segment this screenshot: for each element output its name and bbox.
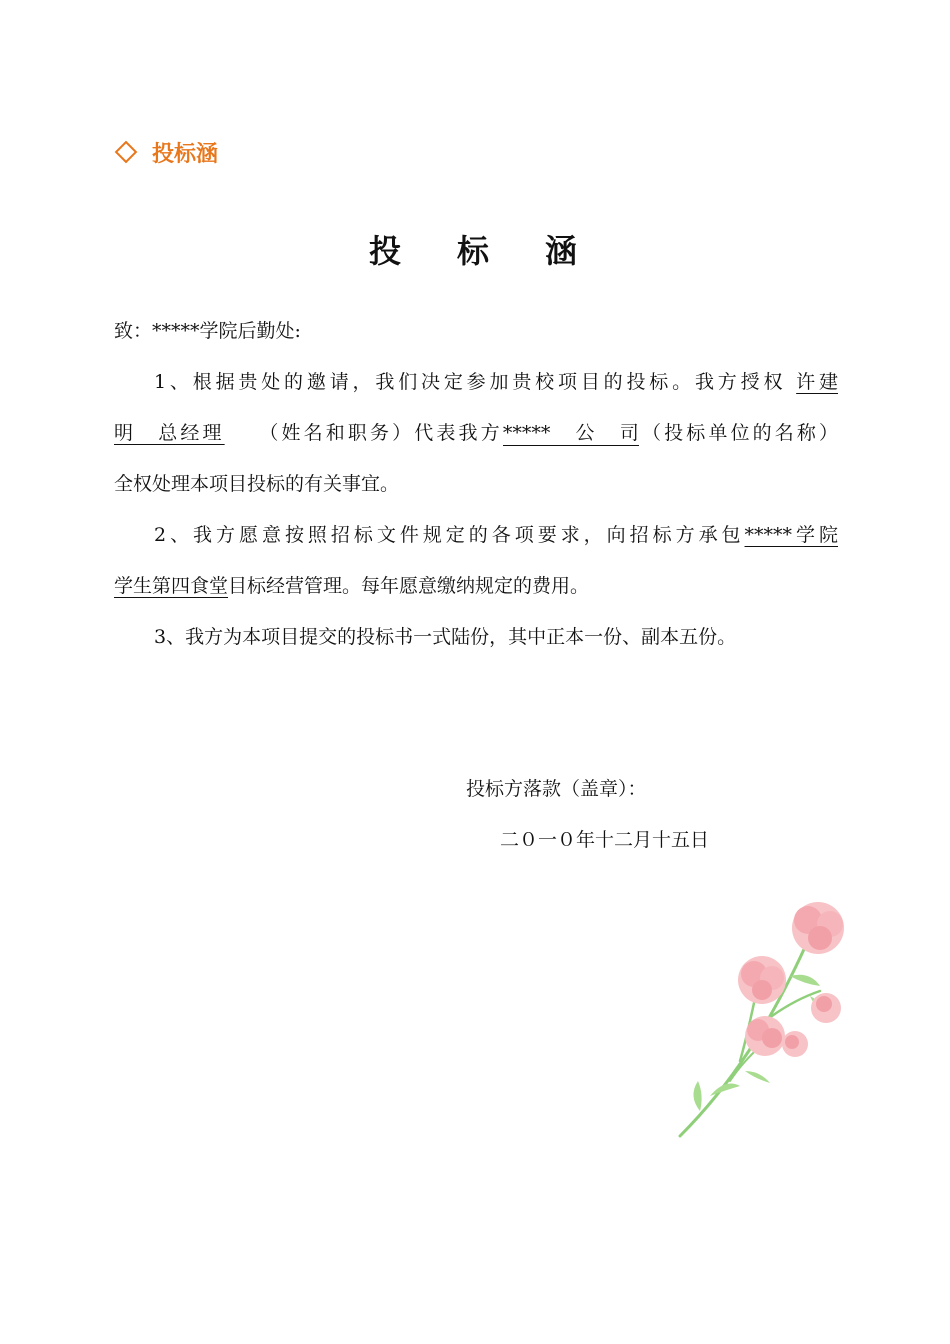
- document-title: [0, 226, 950, 272]
- company-name: *****公司: [502, 422, 639, 444]
- paragraph-1-line-1: [114, 357, 838, 408]
- title-char-2: 标: [456, 232, 493, 270]
- company-field: [503, 421, 639, 446]
- section-heading: [114, 136, 218, 168]
- authorized-person-a: 许建: [796, 371, 838, 393]
- para1-text-1: 1、根据贵处的邀请，我们决定参加贵校项目的投标。我方授权: [154, 371, 797, 393]
- project-name-b: 学生第四食堂: [114, 575, 229, 597]
- salutation: 致：*****学院后勤处:: [114, 320, 301, 342]
- diamond-icon: [115, 141, 138, 164]
- paragraph-1-line-2: [114, 408, 838, 459]
- para2-text-2: 目标经营管理。每年愿意缴纳规定的费用。: [228, 575, 590, 597]
- title-char-3: 涵: [545, 232, 582, 270]
- project-name-a: *****学院: [744, 524, 838, 546]
- paragraph-2-line-2: [114, 561, 838, 612]
- para2-text-1: 2、我方愿意按照招标文件规定的各项要求，向招标方承包: [154, 524, 745, 546]
- paragraph-3: 3、我方为本项目提交的投标书一式陆份，其中正本一份、副本五份。: [154, 626, 737, 648]
- signature-label: 投标方落款（盖章）：: [466, 778, 647, 800]
- section-heading-text: 投标涵: [152, 141, 219, 167]
- paragraph-1-line-3: 全权处理本项目投标的有关事宜。: [114, 473, 400, 495]
- carnation-flower-icon: [670, 896, 870, 1146]
- signature-date: 二０一０年十二月十五日: [500, 829, 710, 851]
- para1-text-2: （姓名和职务）代表我方: [268, 422, 503, 444]
- authorized-person-b: 明 总经理: [114, 422, 225, 444]
- para1-text-3: （投标单位的名称）: [638, 422, 838, 444]
- signature-block: [466, 764, 709, 866]
- title-char-1: 投: [368, 232, 405, 270]
- paragraph-2-line-1: [114, 510, 838, 561]
- letter-body: [114, 306, 838, 663]
